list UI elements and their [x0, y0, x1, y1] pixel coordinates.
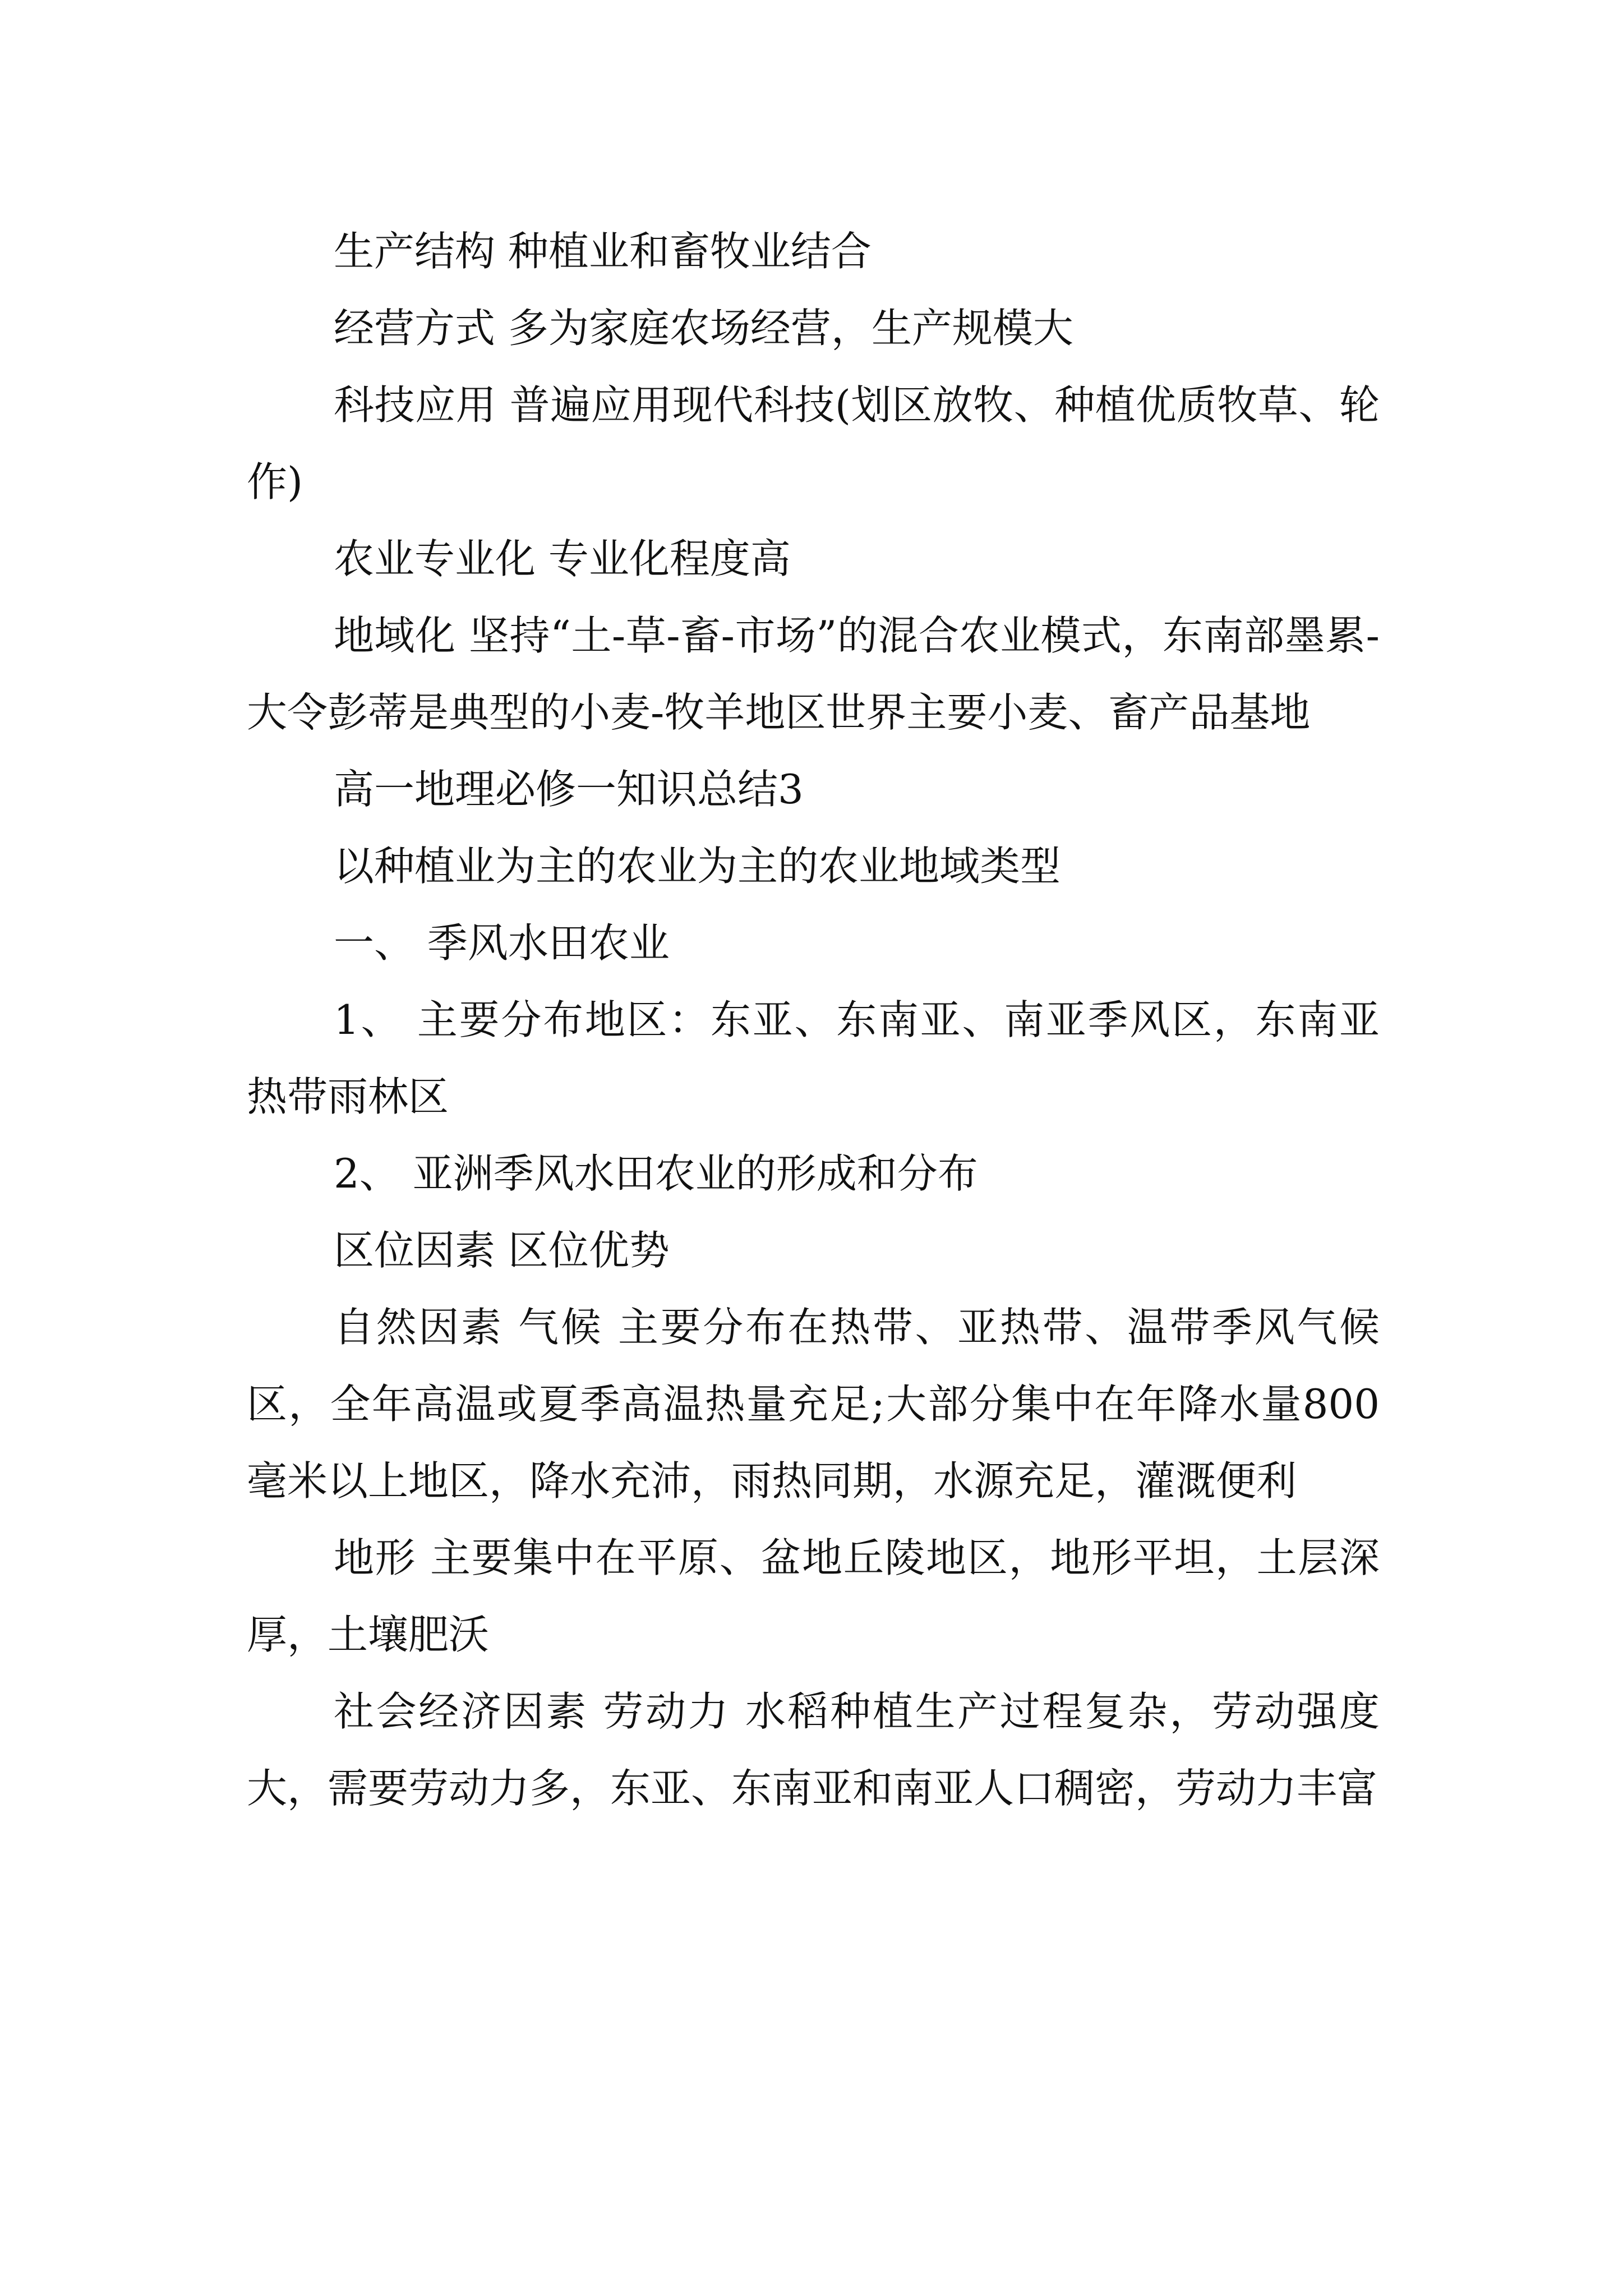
paragraph-distribution: 1、 主要分布地区：东亚、东南亚、南亚季风区，东南亚热带雨林区: [247, 996, 1380, 1120]
paragraph-specialization: 农业专业化 专业化程度高: [334, 535, 791, 582]
paragraph-formation: 2、 亚洲季风水田农业的形成和分布: [334, 1150, 978, 1197]
paragraph-management-mode: 经营方式 多为家庭农场经营，生产规模大: [334, 305, 1073, 352]
heading-monsoon-paddy: 一、 季风水田农业: [334, 919, 670, 967]
paragraph-regionalization: 地域化 坚持“土-草-畜-市场”的混合农业模式，东南部墨累-大令彭蒂是典型的小麦-牧羊地区世界主要小麦、畜产品基地: [247, 612, 1380, 736]
paragraph-terrain: 地形 主要集中在平原、盆地丘陵地区，地形平坦，土层深厚，土壤肥沃: [247, 1534, 1380, 1658]
paragraph-production-structure: 生产结构 种植业和畜牧业结合: [334, 228, 872, 275]
paragraph-socioeconomic: 社会经济因素 劳动力 水稻种植生产过程复杂，劳动强度大，需要劳动力多，东亚、东南亚和南亚人口稠密，劳动力丰富: [247, 1688, 1380, 1812]
section-title: 高一地理必修一知识总结3: [334, 766, 804, 813]
document-body: [247, 213, 1380, 1827]
paragraph-agriculture-types: 以种植业为主的农业为主的农业地域类型: [334, 843, 1061, 890]
paragraph-natural-factors: 自然因素 气候 主要分布在热带、亚热带、温带季风气候区，全年高温或夏季高温热量充足;大部分集中在年降水量800毫米以上地区，降水充沛，雨热同期，水源充足，灌溉便利: [247, 1304, 1380, 1504]
paragraph-location-factors: 区位因素 区位优势: [334, 1227, 670, 1274]
paragraph-technology-use: 科技应用 普遍应用现代科技(划区放牧、种植优质牧草、轮作): [247, 381, 1380, 505]
